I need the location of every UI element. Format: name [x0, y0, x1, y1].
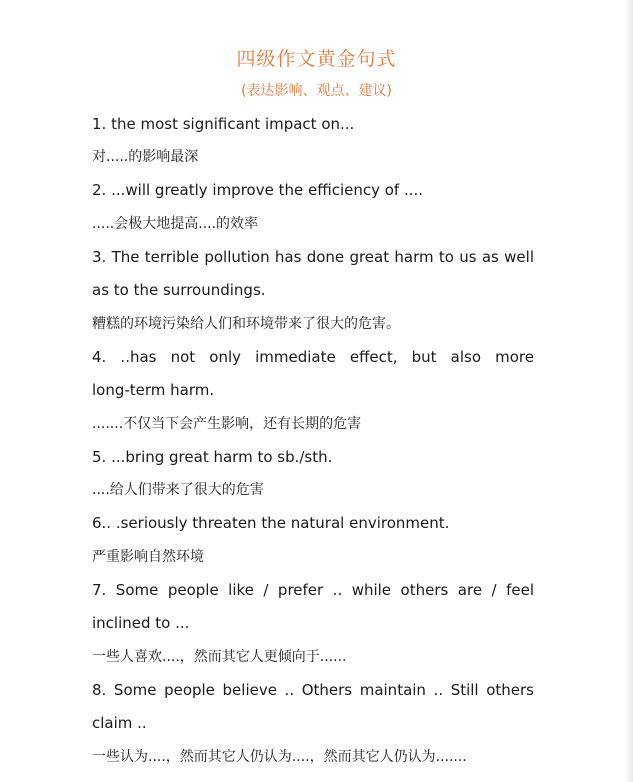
item-8-english-line-1: 8. Some people believe .. Others maintain .. Still others [92, 681, 534, 699]
document-title: 四级作文黄金句式 [236, 48, 397, 70]
item-1-english: 1. the most significant impact on... [92, 115, 355, 133]
item-7-chinese: 一些人喜欢....，然而其它人更倾向于...... [92, 649, 347, 665]
item-7-english-line-1: 7. Some people like / prefer .. while others are / feel [92, 581, 534, 599]
item-5-english: 5. ...bring great harm to sb./sth. [92, 448, 333, 466]
item-2-english: 2. ...will greatly improve the efficiency of .... [92, 181, 424, 199]
item-4-english-line-2: long-term harm. [92, 381, 215, 399]
item-8-english-line-2: claim .. [92, 714, 147, 732]
item-3-english-line-2: as to the surroundings. [92, 281, 266, 299]
item-3-chinese: 糟糕的环境污染给人们和环境带来了很大的危害。 [92, 316, 400, 332]
item-8-chinese: 一些认为....，然而其它人仍认为....，然而其它人仍认为....... [92, 749, 467, 765]
item-7-english-line-2: inclined to ... [92, 614, 190, 632]
item-6-english: 6.. .seriously threaten the natural environment. [92, 514, 450, 532]
item-1-chinese: 对.....的影响最深 [92, 149, 199, 165]
item-2-chinese: .....会极大地提高....的效率 [92, 216, 259, 232]
item-4-chinese: .......不仅当下会产生影响，还有长期的危害 [92, 416, 362, 432]
item-3-english-line-1: 3. The terrible pollution has done great harm to us as well [92, 248, 534, 266]
item-5-chinese: ....给人们带来了很大的危害 [92, 482, 264, 498]
item-6-chinese: 严重影响自然环境 [92, 549, 204, 565]
item-4-english-line-1: 4. ..has not only immediate effect, but also more [92, 348, 534, 366]
page-edge-shadow [625, 0, 633, 782]
document-subtitle: (表达影响、观点、建议) [241, 83, 392, 99]
